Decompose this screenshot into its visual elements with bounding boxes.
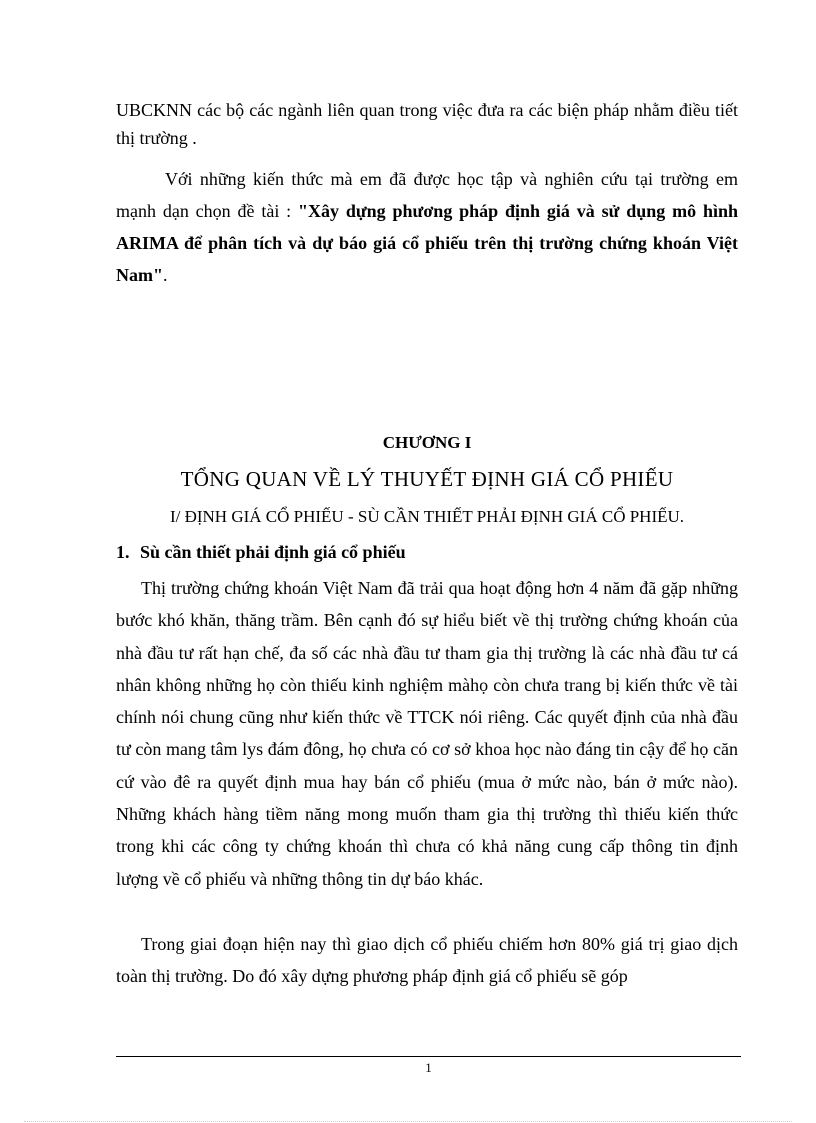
paragraph-market-context	[116, 572, 738, 895]
chapter-label: CHƯƠNG I	[382, 433, 472, 452]
thesis-title: "Xây dựng phương pháp định giá và sử dụng mô hình ARIMA để phân tích và dự báo giá cổ phiếu trên thị trường chứng khoán Việt Nam"	[116, 201, 738, 285]
paragraph-intro-text: Với những kiến thức mà em đã được học tập và nghiên cứu tại trường em mạnh dạn chọn đề tài :	[116, 169, 738, 221]
paragraph-end-punctuation: .	[163, 265, 168, 285]
paragraph-text: UBCKNN các bộ các ngành liên quan trong việc đưa ra các biện pháp nhằm điều tiết thị trường .	[116, 100, 738, 148]
subsection-number: 1.	[116, 542, 130, 562]
paragraph-current-phase	[116, 928, 738, 993]
paragraph-text: Trong giai đoạn hiện nay thì giao dịch cổ phiếu chiếm hơn 80% giá trị giao dịch toàn thị trường. Do đó xây dựng phương pháp định giá cổ phiếu sẽ góp	[116, 934, 738, 987]
page-bottom-border	[24, 1121, 792, 1122]
subsection-title: Sù cần thiết phải định giá cổ phiếu	[140, 542, 406, 562]
subsection-heading	[116, 539, 738, 565]
section-heading: I/ ĐỊNH GIÁ CỔ PHIẾU - SÙ CẦN THIẾT PHẢI ĐỊNH GIÁ CỔ PHIẾU.	[169, 507, 685, 526]
footer-divider	[116, 1056, 741, 1057]
paragraph-topic-choice	[116, 163, 738, 291]
chapter-title: TỔNG QUAN VỀ LÝ THUYẾT ĐỊNH GIÁ CỔ PHIẾU	[180, 467, 674, 491]
page-number: 1	[425, 1060, 432, 1075]
paragraph-intro-continuation	[116, 96, 738, 152]
paragraph-text: Thị trường chứng khoán Việt Nam đã trải qua hoạt động hơn 4 năm đã gặp những bước khó khăn, thăng trầm. Bên cạnh đó sự hiểu biết về thị trường chứng khoán của nhà đầu tư rất hạn chế, đa số các nhà đầu tư tham gia thị trường là các nhà đầu tư cá nhân không những họ còn thiếu kinh nghiệm màhọ còn chưa trang bị kiến thức về tài chính nói chung cũng như kiến thức về TTCK nói riêng. Các quyết định của nhà đầu tư còn mang tâm lys đám đông, họ chưa có cơ sở khoa học nào đáng tin cậy để họ căn cứ vào đê ra quyết định mua hay bán cổ phiếu (mua ở mức nào, bán ở mức nào). Những khách hàng tiềm năng mong muốn tham gia thị trường thì thiếu kiến thức trong khi các công ty chứng khoán thì chưa có khả năng cung cấp thông tin định lượng về cổ phiếu và những thông tin dự báo khác.	[116, 578, 738, 889]
